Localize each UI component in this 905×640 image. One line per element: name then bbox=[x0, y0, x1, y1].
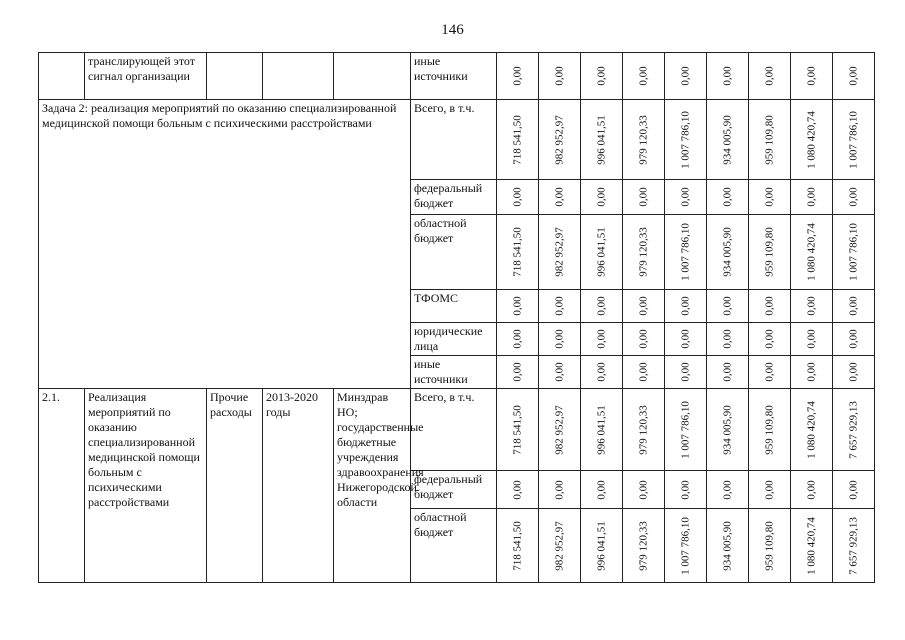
amount-cell: 934 005,90 bbox=[707, 215, 749, 290]
amount-cell: 1 080 420,74 bbox=[791, 215, 833, 290]
amount-cell: 959 109,80 bbox=[749, 100, 791, 180]
table-row bbox=[39, 53, 875, 100]
years-cell: 2013-2020 годы bbox=[263, 389, 334, 583]
amount-cell: 718 541,50 bbox=[497, 100, 539, 180]
amount-cell: 0,00 bbox=[539, 290, 581, 323]
amount-cell: 0,00 bbox=[581, 323, 623, 356]
amount-cell: 0,00 bbox=[707, 323, 749, 356]
years-cell bbox=[263, 53, 334, 100]
cost-type-cell: Прочие расходы bbox=[207, 389, 263, 583]
measure-name-cell: Реализация мероприятий по оказанию специализированной медицинской помощи больным с психическими расстройствами bbox=[85, 389, 207, 583]
amount-cell: 0,00 bbox=[497, 53, 539, 100]
amount-cell: 1 007 786,10 bbox=[665, 509, 707, 583]
amount-cell: 0,00 bbox=[833, 356, 875, 389]
amount-cell: 0,00 bbox=[665, 53, 707, 100]
amount-cell: 996 041,51 bbox=[581, 100, 623, 180]
amount-cell: 0,00 bbox=[581, 290, 623, 323]
amount-cell: 979 120,33 bbox=[623, 509, 665, 583]
amount-cell: 0,00 bbox=[707, 180, 749, 215]
amount-cell: 0,00 bbox=[833, 290, 875, 323]
amount-cell: 0,00 bbox=[833, 471, 875, 509]
amount-cell: 0,00 bbox=[581, 180, 623, 215]
funding-source-cell: федеральный бюджет bbox=[411, 180, 497, 215]
amount-cell: 1 007 786,10 bbox=[833, 215, 875, 290]
amount-cell: 0,00 bbox=[623, 356, 665, 389]
amount-cell: 0,00 bbox=[833, 180, 875, 215]
amount-cell: 0,00 bbox=[749, 471, 791, 509]
amount-cell: 982 952,97 bbox=[539, 509, 581, 583]
measure-name-cell: транслирующей этот сигнал организации bbox=[85, 53, 207, 100]
amount-cell: 0,00 bbox=[623, 471, 665, 509]
funding-source-cell: Всего, в т.ч. bbox=[411, 389, 497, 471]
amount-cell: 982 952,97 bbox=[539, 215, 581, 290]
amount-cell: 0,00 bbox=[749, 323, 791, 356]
amount-cell: 1 080 420,74 bbox=[791, 100, 833, 180]
amount-cell: 0,00 bbox=[539, 323, 581, 356]
amount-cell: 7 657 929,13 bbox=[833, 389, 875, 471]
amount-cell: 0,00 bbox=[539, 53, 581, 100]
amount-cell: 0,00 bbox=[707, 290, 749, 323]
amount-cell: 0,00 bbox=[833, 323, 875, 356]
amount-cell: 0,00 bbox=[791, 356, 833, 389]
amount-cell: 1 007 786,10 bbox=[665, 100, 707, 180]
amount-cell: 1 007 786,10 bbox=[833, 100, 875, 180]
amount-cell: 718 541,50 bbox=[497, 389, 539, 471]
amount-cell: 0,00 bbox=[497, 180, 539, 215]
amount-cell: 959 109,80 bbox=[749, 509, 791, 583]
page-number: 146 bbox=[441, 22, 464, 38]
funding-source-cell: иные источники bbox=[411, 356, 497, 389]
funding-source-cell: областной бюджет bbox=[411, 215, 497, 290]
amount-cell: 1 080 420,74 bbox=[791, 389, 833, 471]
amount-cell: 0,00 bbox=[791, 180, 833, 215]
amount-cell: 934 005,90 bbox=[707, 509, 749, 583]
amount-cell: 0,00 bbox=[791, 323, 833, 356]
amount-cell: 0,00 bbox=[707, 53, 749, 100]
amount-cell: 1 007 786,10 bbox=[665, 389, 707, 471]
funding-source-cell: областной бюджет bbox=[411, 509, 497, 583]
amount-cell: 0,00 bbox=[749, 53, 791, 100]
amount-cell: 0,00 bbox=[707, 356, 749, 389]
funding-source-cell: иные источники bbox=[411, 53, 497, 100]
amount-cell: 959 109,80 bbox=[749, 389, 791, 471]
executor-cell bbox=[334, 53, 411, 100]
amount-cell: 0,00 bbox=[749, 290, 791, 323]
amount-cell: 979 120,33 bbox=[623, 389, 665, 471]
budget-table bbox=[38, 52, 875, 583]
amount-cell: 718 541,50 bbox=[497, 509, 539, 583]
amount-cell: 0,00 bbox=[707, 471, 749, 509]
amount-cell: 0,00 bbox=[749, 180, 791, 215]
amount-cell: 0,00 bbox=[539, 180, 581, 215]
amount-cell: 0,00 bbox=[623, 53, 665, 100]
amount-cell: 0,00 bbox=[497, 356, 539, 389]
amount-cell: 0,00 bbox=[623, 290, 665, 323]
amount-cell: 0,00 bbox=[581, 356, 623, 389]
amount-cell: 0,00 bbox=[623, 180, 665, 215]
row-number-cell bbox=[39, 53, 85, 100]
table-row bbox=[39, 100, 875, 180]
amount-cell: 982 952,97 bbox=[539, 389, 581, 471]
row-number-cell: 2.1. bbox=[39, 389, 85, 583]
amount-cell: 718 541,50 bbox=[497, 215, 539, 290]
amount-cell: 0,00 bbox=[665, 471, 707, 509]
funding-source-cell: юридические лица bbox=[411, 323, 497, 356]
amount-cell: 0,00 bbox=[539, 471, 581, 509]
amount-cell: 0,00 bbox=[833, 53, 875, 100]
amount-cell: 0,00 bbox=[791, 471, 833, 509]
amount-cell: 0,00 bbox=[665, 290, 707, 323]
amount-cell: 7 657 929,13 bbox=[833, 509, 875, 583]
funding-source-cell: ТФОМС bbox=[411, 290, 497, 323]
amount-cell: 996 041,51 bbox=[581, 215, 623, 290]
amount-cell: 0,00 bbox=[623, 323, 665, 356]
funding-source-cell: федеральный бюджет bbox=[411, 471, 497, 509]
amount-cell: 0,00 bbox=[791, 290, 833, 323]
amount-cell: 0,00 bbox=[665, 356, 707, 389]
table-row bbox=[39, 389, 875, 471]
amount-cell: 979 120,33 bbox=[623, 100, 665, 180]
amount-cell: 982 952,97 bbox=[539, 100, 581, 180]
amount-cell: 0,00 bbox=[581, 471, 623, 509]
amount-cell: 0,00 bbox=[497, 323, 539, 356]
funding-source-cell: Всего, в т.ч. bbox=[411, 100, 497, 180]
amount-cell: 0,00 bbox=[497, 290, 539, 323]
amount-cell: 0,00 bbox=[749, 356, 791, 389]
amount-cell: 0,00 bbox=[791, 53, 833, 100]
amount-cell: 0,00 bbox=[539, 356, 581, 389]
amount-cell: 1 080 420,74 bbox=[791, 509, 833, 583]
amount-cell: 934 005,90 bbox=[707, 389, 749, 471]
amount-cell: 0,00 bbox=[497, 471, 539, 509]
amount-cell: 1 007 786,10 bbox=[665, 215, 707, 290]
amount-cell: 996 041,51 bbox=[581, 509, 623, 583]
cost-type-cell bbox=[207, 53, 263, 100]
executor-cell: Минздрав НО; государственные бюджетные учреждения здравоохранения Нижегородской области bbox=[334, 389, 411, 583]
amount-cell: 0,00 bbox=[665, 180, 707, 215]
amount-cell: 979 120,33 bbox=[623, 215, 665, 290]
amount-cell: 996 041,51 bbox=[581, 389, 623, 471]
task-title-cell: Задача 2: реализация мероприятий по оказанию специализированной медицинской помощи больным с психическими расстройствами bbox=[39, 100, 411, 389]
amount-cell: 0,00 bbox=[665, 323, 707, 356]
amount-cell: 934 005,90 bbox=[707, 100, 749, 180]
amount-cell: 0,00 bbox=[581, 53, 623, 100]
amount-cell: 959 109,80 bbox=[749, 215, 791, 290]
